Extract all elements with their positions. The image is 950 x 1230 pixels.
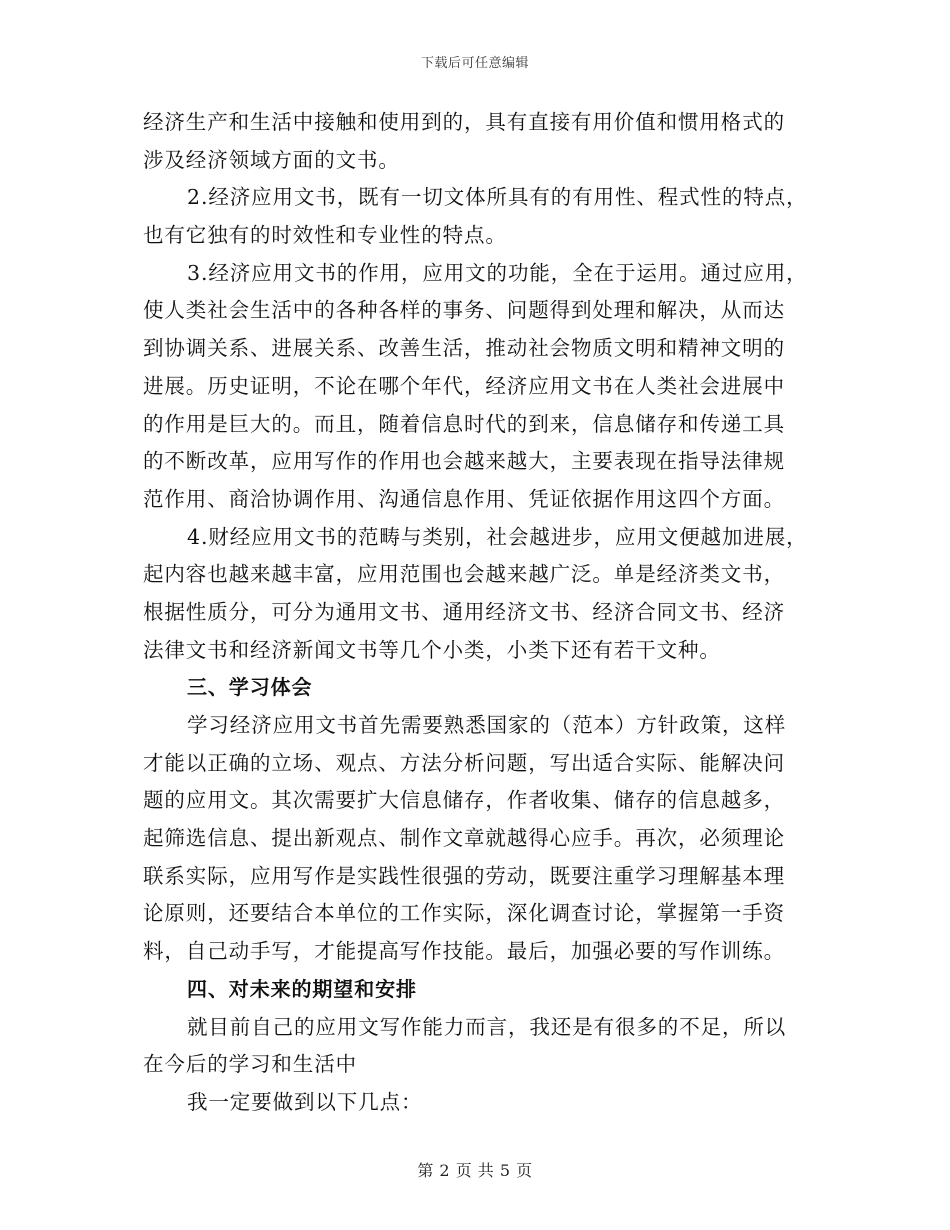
page-number-footer: 第 2 页 共 5 页	[417, 1161, 533, 1180]
text-line: 的不断改革，应用写作的作用也会越来越大，主要表现在指导法律规	[143, 449, 785, 474]
text-line: 起筛选信息、提出新观点、制作文章就越得心应手。再次，必须理论	[143, 826, 785, 851]
text-line: 就目前自己的应用文写作能力而言，我还是有很多的不足，所以	[187, 1014, 787, 1039]
text-line: 到协调关系、进展关系、改善生活，推动社会物质文明和精神文明的	[143, 336, 785, 361]
text-line: 联系实际，应用写作是实践性很强的劳动，既要注重学习理解基本理	[143, 863, 785, 888]
text-line: 经济生产和生活中接触和使用到的，具有直接有用价值和惯用格式的	[143, 110, 785, 134]
text-line: 根据性质分，可分为通用文书、通用经济文书、经济合同文书、经济	[143, 599, 785, 624]
text-line: 学习经济应用文书首先需要熟悉国家的（范本）方针政策，这样	[187, 713, 787, 737]
text-line: 在今后的学习和生活中	[143, 1052, 357, 1077]
text-line: 法律文书和经济新闻文书等几个小类，小类下还有若干文种。	[143, 637, 721, 662]
page-header: 下载后可任意编辑	[420, 56, 529, 71]
section-heading: 四、对未来的期望和安排	[187, 976, 417, 1001]
text-line: 我一定要做到以下几点：	[187, 1089, 423, 1114]
text-line: 使人类社会生活中的各种各样的事务、问题得到处理和解决，从而达	[143, 298, 785, 323]
text-line: 进展。历史证明，不论在哪个年代，经济应用文书在人类社会进展中	[143, 373, 785, 398]
section-heading: 三、学习体会	[187, 675, 313, 700]
text-line: 2.经济应用文书，既有一切文体所具有的有用性、程式性的特点，	[187, 185, 808, 210]
text-line: 题的应用文。其次需要扩大信息储存，作者收集、储存的信息越多，	[143, 788, 785, 813]
text-line: 3.经济应用文书的作用，应用文的功能，全在于运用。通过应用，	[187, 260, 808, 285]
text-line: 范作用、商洽协调作用、沟通信息作用、凭证依据作用这四个方面。	[143, 486, 785, 511]
text-line: 料，自己动手写，才能提高写作技能。最后，加强必要的写作训练。	[143, 939, 785, 964]
document-body	[143, 104, 811, 1122]
text-line: 才能以正确的立场、观点、方法分析问题，写出适合实际、能解决问	[143, 750, 785, 775]
text-line: 涉及经济领域方面的文书。	[143, 147, 400, 172]
text-line: 论原则，还要结合本单位的工作实际，深化调查讨论，掌握第一手资	[143, 901, 785, 926]
text-line: 4.财经应用文书的范畴与类别，社会越进步，应用文便越加进展，	[187, 524, 808, 549]
text-line: 也有它独有的时效性和专业性的特点。	[143, 223, 507, 248]
text-line: 的作用是巨大的。而且，随着信息时代的到来，信息储存和传递工具	[143, 411, 785, 436]
text-line: 起内容也越来越丰富，应用范围也会越来越广泛。单是经济类文书，	[143, 562, 785, 587]
